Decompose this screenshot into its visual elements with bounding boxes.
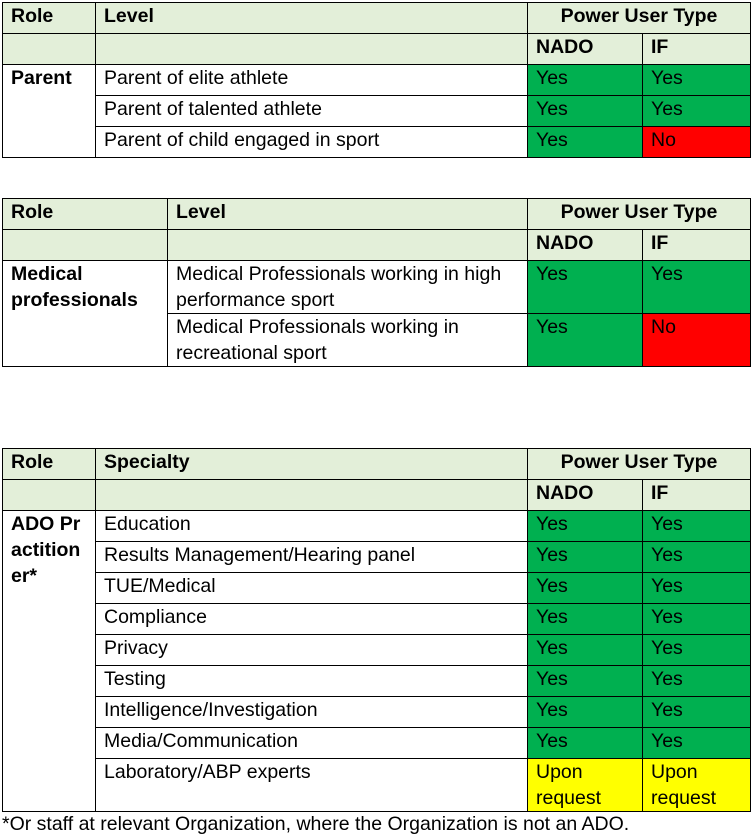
role-cell: Medical professionals <box>3 261 168 367</box>
header-if: IF <box>643 34 751 65</box>
nado-cell: Yes <box>528 314 643 367</box>
nado-cell: Yes <box>528 65 643 96</box>
nado-cell: Yes <box>528 96 643 127</box>
if-cell: No <box>643 127 751 158</box>
if-cell: Yes <box>643 573 751 604</box>
level-cell: Parent of child engaged in sport <box>96 127 528 158</box>
nado-cell: Yes <box>528 666 643 697</box>
header-empty-cell <box>96 480 528 511</box>
nado-cell: Yes <box>528 542 643 573</box>
specialty-cell: Testing <box>96 666 528 697</box>
if-cell: Yes <box>643 261 751 314</box>
specialty-cell: Compliance <box>96 604 528 635</box>
table-row <box>3 96 751 127</box>
nado-cell: Yes <box>528 261 643 314</box>
table-row <box>3 127 751 158</box>
header-nado: NADO <box>528 230 643 261</box>
header-if: IF <box>643 230 751 261</box>
table-row <box>3 697 751 728</box>
nado-cell: Yes <box>528 697 643 728</box>
if-cell: Yes <box>643 666 751 697</box>
header-level: Level <box>168 199 528 230</box>
table-row <box>3 511 751 542</box>
ado-practitioner-table <box>2 448 751 812</box>
header-empty-cell <box>3 480 96 511</box>
table-row <box>3 261 751 314</box>
header-power-user-type: Power User Type <box>528 449 751 480</box>
table-header-row <box>3 199 751 230</box>
table-row <box>3 666 751 697</box>
header-role: Role <box>3 199 168 230</box>
header-nado: NADO <box>528 34 643 65</box>
table-row <box>3 573 751 604</box>
table-row <box>3 728 751 759</box>
header-role: Role <box>3 449 96 480</box>
header-empty-cell <box>3 230 168 261</box>
table-header-row <box>3 449 751 480</box>
nado-cell: Yes <box>528 604 643 635</box>
header-power-user-type: Power User Type <box>528 199 751 230</box>
header-specialty: Specialty <box>96 449 528 480</box>
if-cell: Yes <box>643 635 751 666</box>
if-cell: Yes <box>643 96 751 127</box>
if-cell: Yes <box>643 728 751 759</box>
nado-cell: Upon request <box>528 759 643 812</box>
if-cell: Upon request <box>643 759 751 812</box>
nado-cell: Yes <box>528 728 643 759</box>
header-if: IF <box>643 480 751 511</box>
header-empty-cell <box>3 34 96 65</box>
if-cell: Yes <box>643 65 751 96</box>
if-cell: Yes <box>643 511 751 542</box>
nado-cell: Yes <box>528 511 643 542</box>
table-subheader-row <box>3 34 751 65</box>
nado-cell: Yes <box>528 573 643 604</box>
nado-cell: Yes <box>528 635 643 666</box>
table-row <box>3 635 751 666</box>
footnote: *Or staff at relevant Organization, where the Organization is not an ADO. <box>2 813 630 835</box>
table-row <box>3 65 751 96</box>
specialty-cell: Media/Communication <box>96 728 528 759</box>
level-cell: Parent of elite athlete <box>96 65 528 96</box>
table-row <box>3 759 751 812</box>
medical-role-table <box>2 198 751 367</box>
table-row <box>3 604 751 635</box>
header-power-user-type: Power User Type <box>528 3 751 34</box>
parent-role-table <box>2 2 751 158</box>
header-level: Level <box>96 3 528 34</box>
if-cell: Yes <box>643 542 751 573</box>
specialty-cell: Privacy <box>96 635 528 666</box>
level-cell: Medical Professionals working in high performance sport <box>168 261 528 314</box>
role-cell: ADO Practitioner* <box>3 511 96 812</box>
if-cell: No <box>643 314 751 367</box>
if-cell: Yes <box>643 697 751 728</box>
header-empty-cell <box>168 230 528 261</box>
table-subheader-row <box>3 230 751 261</box>
header-role: Role <box>3 3 96 34</box>
role-cell: Parent <box>3 65 96 158</box>
table-subheader-row <box>3 480 751 511</box>
level-cell: Medical Professionals working in recreational sport <box>168 314 528 367</box>
specialty-cell: Results Management/Hearing panel <box>96 542 528 573</box>
specialty-cell: Intelligence/Investigation <box>96 697 528 728</box>
specialty-cell: Laboratory/ABP experts <box>96 759 528 812</box>
level-cell: Parent of talented athlete <box>96 96 528 127</box>
specialty-cell: TUE/Medical <box>96 573 528 604</box>
specialty-cell: Education <box>96 511 528 542</box>
header-nado: NADO <box>528 480 643 511</box>
header-empty-cell <box>96 34 528 65</box>
nado-cell: Yes <box>528 127 643 158</box>
table-header-row <box>3 3 751 34</box>
if-cell: Yes <box>643 604 751 635</box>
table-row <box>3 542 751 573</box>
